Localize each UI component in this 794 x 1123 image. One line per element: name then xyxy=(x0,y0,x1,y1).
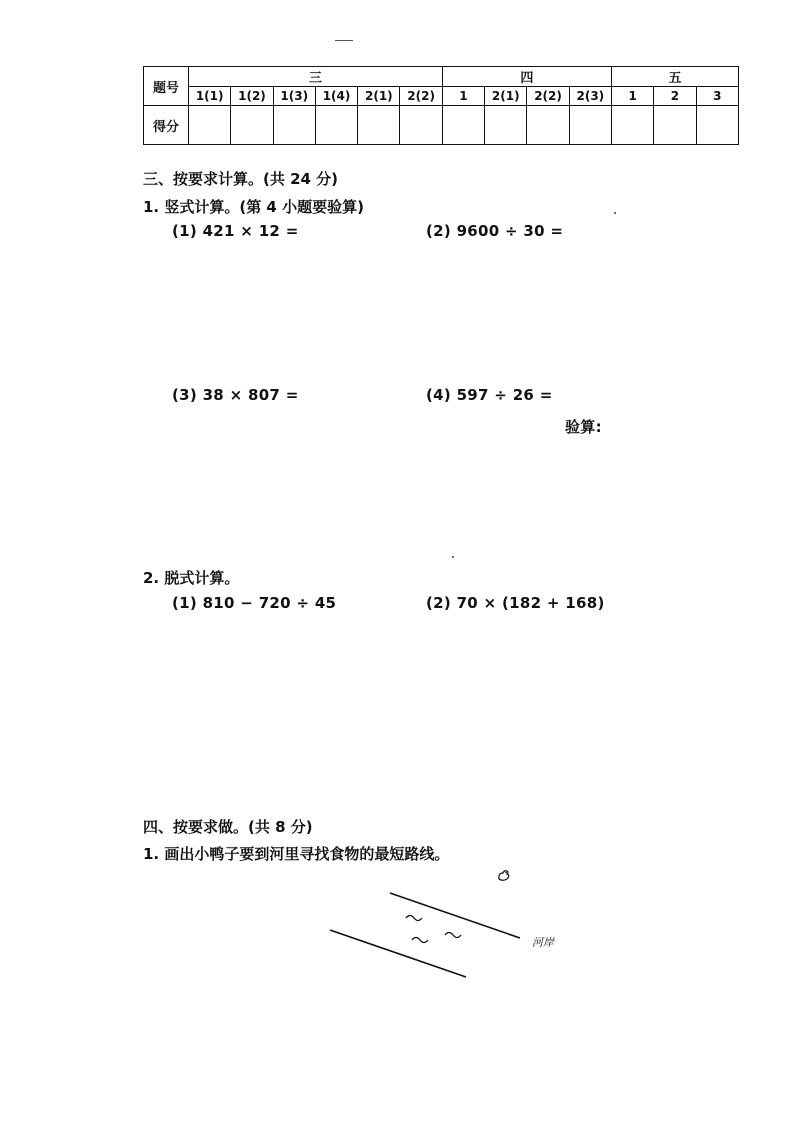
item-cell: 2 xyxy=(654,87,696,106)
river-bank-lower xyxy=(330,930,466,977)
problem-3-2-2: (2) 70 × (182 + 168) xyxy=(426,594,605,612)
item-cell: 2(2) xyxy=(527,87,569,106)
section3-part2-title: 2. 脱式计算。 xyxy=(143,569,240,587)
score-cell[interactable] xyxy=(654,106,696,145)
score-table xyxy=(143,66,739,145)
score-table-item-row xyxy=(144,87,739,106)
score-cell[interactable] xyxy=(189,106,231,145)
score-cell[interactable] xyxy=(231,106,273,145)
score-cell[interactable] xyxy=(611,106,653,145)
scan-mark xyxy=(335,40,353,41)
score-label-cell: 得分 xyxy=(144,106,189,145)
wave-mark xyxy=(412,938,428,943)
section-header-4: 四 xyxy=(442,67,611,87)
section-header-3: 三 xyxy=(189,67,443,87)
problem-3-2-1: (1) 810 − 720 ÷ 45 xyxy=(172,594,337,612)
score-table-score-row xyxy=(144,106,739,145)
wave-mark xyxy=(406,916,422,921)
score-cell[interactable] xyxy=(273,106,315,145)
item-cell: 1(3) xyxy=(273,87,315,106)
section-header-5: 五 xyxy=(611,67,738,87)
score-cell[interactable] xyxy=(527,106,569,145)
item-cell: 1(1) xyxy=(189,87,231,106)
header-label-cell: 题号 xyxy=(144,67,189,106)
score-cell[interactable] xyxy=(358,106,400,145)
item-cell: 2(1) xyxy=(358,87,400,106)
problem-3-1-1: (1) 421 × 12 = xyxy=(172,222,299,240)
section4-title: 四、按要求做。(共 8 分) xyxy=(143,818,313,836)
item-cell: 1(2) xyxy=(231,87,273,106)
section4-part1-title: 1. 画出小鸭子要到河里寻找食物的最短路线。 xyxy=(143,845,450,863)
score-cell[interactable] xyxy=(315,106,357,145)
wave-mark xyxy=(445,933,461,938)
check-label: 验算: xyxy=(565,418,602,436)
item-cell: 2(1) xyxy=(485,87,527,106)
problem-3-1-3: (3) 38 × 807 = xyxy=(172,386,299,404)
score-cell[interactable] xyxy=(696,106,738,145)
item-cell: 1 xyxy=(442,87,484,106)
section3-part1-title: 1. 竖式计算。(第 4 小题要验算) xyxy=(143,198,364,216)
item-cell: 2(3) xyxy=(569,87,611,106)
item-cell: 1(4) xyxy=(315,87,357,106)
scan-dot xyxy=(614,212,616,214)
score-cell[interactable] xyxy=(442,106,484,145)
item-cell: 1 xyxy=(611,87,653,106)
score-table-section-row xyxy=(144,67,739,87)
river-bank-label: 河岸 xyxy=(532,936,554,949)
score-cell[interactable] xyxy=(569,106,611,145)
problem-3-1-2: (2) 9600 ÷ 30 = xyxy=(426,222,564,240)
scan-dot xyxy=(452,556,454,558)
item-cell: 2(2) xyxy=(400,87,442,106)
score-cell[interactable] xyxy=(400,106,442,145)
section3-title: 三、按要求计算。(共 24 分) xyxy=(143,170,339,188)
river-diagram xyxy=(320,860,580,990)
score-cell[interactable] xyxy=(485,106,527,145)
problem-3-1-4: (4) 597 ÷ 26 = xyxy=(426,386,553,404)
item-cell: 3 xyxy=(696,87,738,106)
